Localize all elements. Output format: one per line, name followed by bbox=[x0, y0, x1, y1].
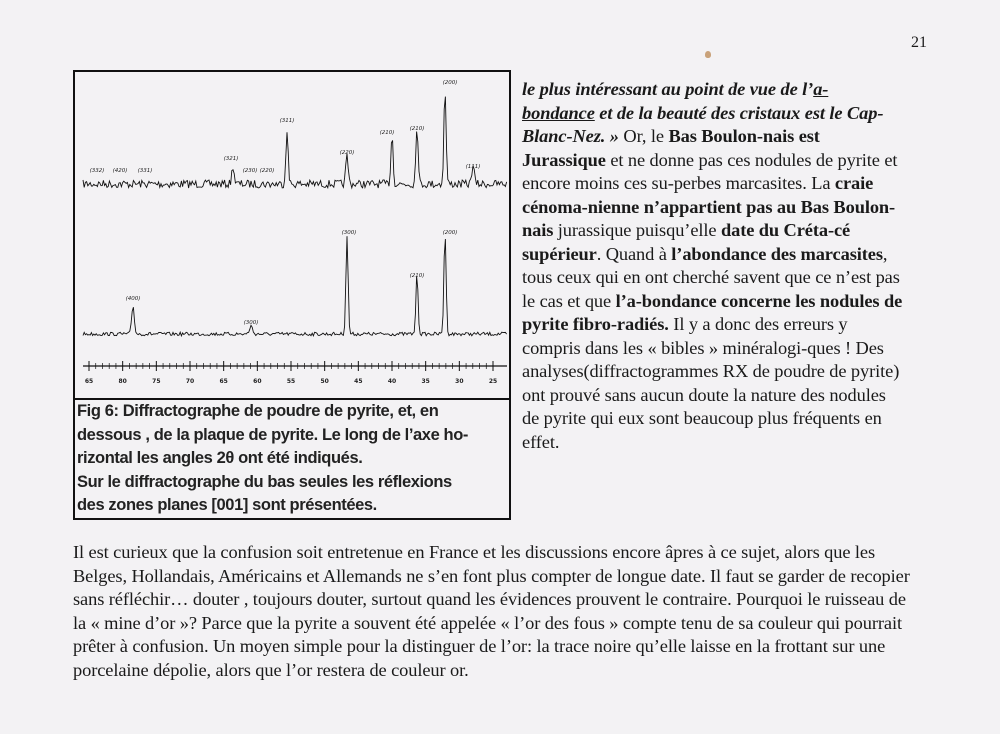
underlined-text: bondance bbox=[522, 102, 595, 123]
x-tick-label: 55 bbox=[286, 378, 296, 385]
bold-text: l’a-bondance concerne les nodules de pyrite fibro-radiés. bbox=[522, 290, 903, 334]
x-tick-label: 60 bbox=[253, 378, 262, 385]
body-text: et ne donne pas ces nodules de pyrite et encore moins ces su-perbes marcasites. La bbox=[522, 149, 898, 193]
body-text: jurassique puisqu’elle bbox=[553, 220, 721, 240]
x-tick-label: 65 bbox=[84, 378, 94, 385]
x-tick-label: 70 bbox=[185, 378, 195, 385]
powder-trace bbox=[83, 97, 507, 188]
caption-line: Sur le diffractographe du bas seules les réflexions bbox=[77, 472, 452, 491]
bottom-paragraph: Il est curieux que la confusion soit entretenue en France et les discussions encore âpres à ce sujet, alors que les Belges, Hollandais, Américains et Allemands ne s’en font plus compter de longue date. Il faut se garder de recopier sans réfléchir… douter , toujours douter, surtout quand les évidences prouvent le contraire. Pourquoi le ruisseau de la « mine d’or »? Parce que la pyrite a souvent été appelée « l’or des fous » compte tenu de sa couleur qui pourrait prêter à confusion. Un moyen simple pour la distinguer de l’or: la trace noire qu’elle laisse en la frottant sur une porcelaine dépolie, alors que l’or restera de couleur or. bbox=[73, 542, 910, 680]
bold-text: date du Créta-cé supérieur bbox=[522, 220, 851, 264]
peak-label: (321) bbox=[223, 156, 239, 162]
peak-label: (400) bbox=[125, 296, 141, 302]
caption-line: dessous , de la plaque de pyrite. Le long de l’axe ho- bbox=[77, 425, 468, 444]
x-tick-label: 65 bbox=[219, 378, 228, 385]
x-tick-label: 30 bbox=[455, 378, 464, 385]
peak-label: (220) bbox=[259, 168, 275, 174]
ink-spot bbox=[705, 51, 711, 58]
x-tick-label: 75 bbox=[152, 378, 161, 385]
bottom-paragraph-block bbox=[73, 541, 913, 682]
body-text: , tous ceux qui en ont cherché savent que ce n’est pas le cas et que bbox=[522, 243, 900, 311]
right-column-text bbox=[522, 78, 904, 454]
bold-text: craie cénoma-nienne n’appartient pas au Bas Boulon-nais bbox=[522, 173, 896, 240]
underlined-text: a- bbox=[813, 79, 829, 99]
body-text: . Quand à bbox=[596, 243, 672, 264]
x-tick-label: 45 bbox=[354, 378, 363, 385]
caption-line: des zones planes [001] sont présentées. bbox=[77, 496, 377, 514]
right-paragraph bbox=[522, 78, 904, 454]
x-tick-label: 35 bbox=[421, 378, 430, 385]
peak-label: (230) bbox=[242, 168, 258, 174]
peak-label: (420) bbox=[112, 168, 128, 174]
peak-label: (300) bbox=[243, 320, 259, 326]
bold-text: l’abondance des marcasites bbox=[671, 243, 883, 264]
peak-label: (311) bbox=[279, 118, 295, 124]
peak-label: (210) bbox=[379, 130, 395, 136]
x-tick-label: 40 bbox=[387, 378, 397, 385]
peak-label: (200) bbox=[442, 80, 458, 86]
caption-line: rizontal les angles 2θ ont été indiqués. bbox=[77, 449, 363, 467]
body-text: Or, le bbox=[618, 126, 669, 146]
bold-text: Bas Boulon-nais est Jurassique bbox=[522, 126, 820, 170]
italic-text: et de la beauté des cristaux est le Cap-Blanc-Nez. » bbox=[522, 102, 884, 146]
peak-label: (220) bbox=[339, 150, 355, 156]
diffractogram-plot bbox=[75, 72, 509, 398]
x-tick-label: 80 bbox=[118, 378, 127, 385]
peak-label: (210) bbox=[409, 126, 425, 132]
peak-label: (111) bbox=[465, 164, 481, 170]
peak-label: (331) bbox=[137, 168, 153, 174]
figure-caption bbox=[75, 398, 509, 518]
peak-label: (200) bbox=[442, 230, 458, 236]
page-number: 21 bbox=[911, 34, 927, 51]
plate-trace bbox=[83, 236, 507, 336]
peak-label: (332) bbox=[89, 168, 105, 174]
figure-box bbox=[73, 70, 511, 520]
x-tick-label: 50 bbox=[320, 378, 329, 385]
body-text: Il y a donc des erreurs y compris dans les « bibles » minéralogi-ques ! Des analyses(diffractogrammes RX de poudre de pyrite) ont prouvé sans aucun doute la nature des nodules de pyrite qui eux sont beaucoup plus fréquents en effet. bbox=[522, 314, 900, 452]
peak-label: (300) bbox=[341, 230, 357, 236]
caption-line: Fig 6: Diffractographe de poudre de pyrite, et, en bbox=[77, 402, 439, 420]
intro-text: le plus intéressant au point de vue de l’ bbox=[522, 79, 814, 99]
peak-label: (210) bbox=[409, 273, 425, 279]
x-tick-label: 25 bbox=[488, 378, 498, 385]
